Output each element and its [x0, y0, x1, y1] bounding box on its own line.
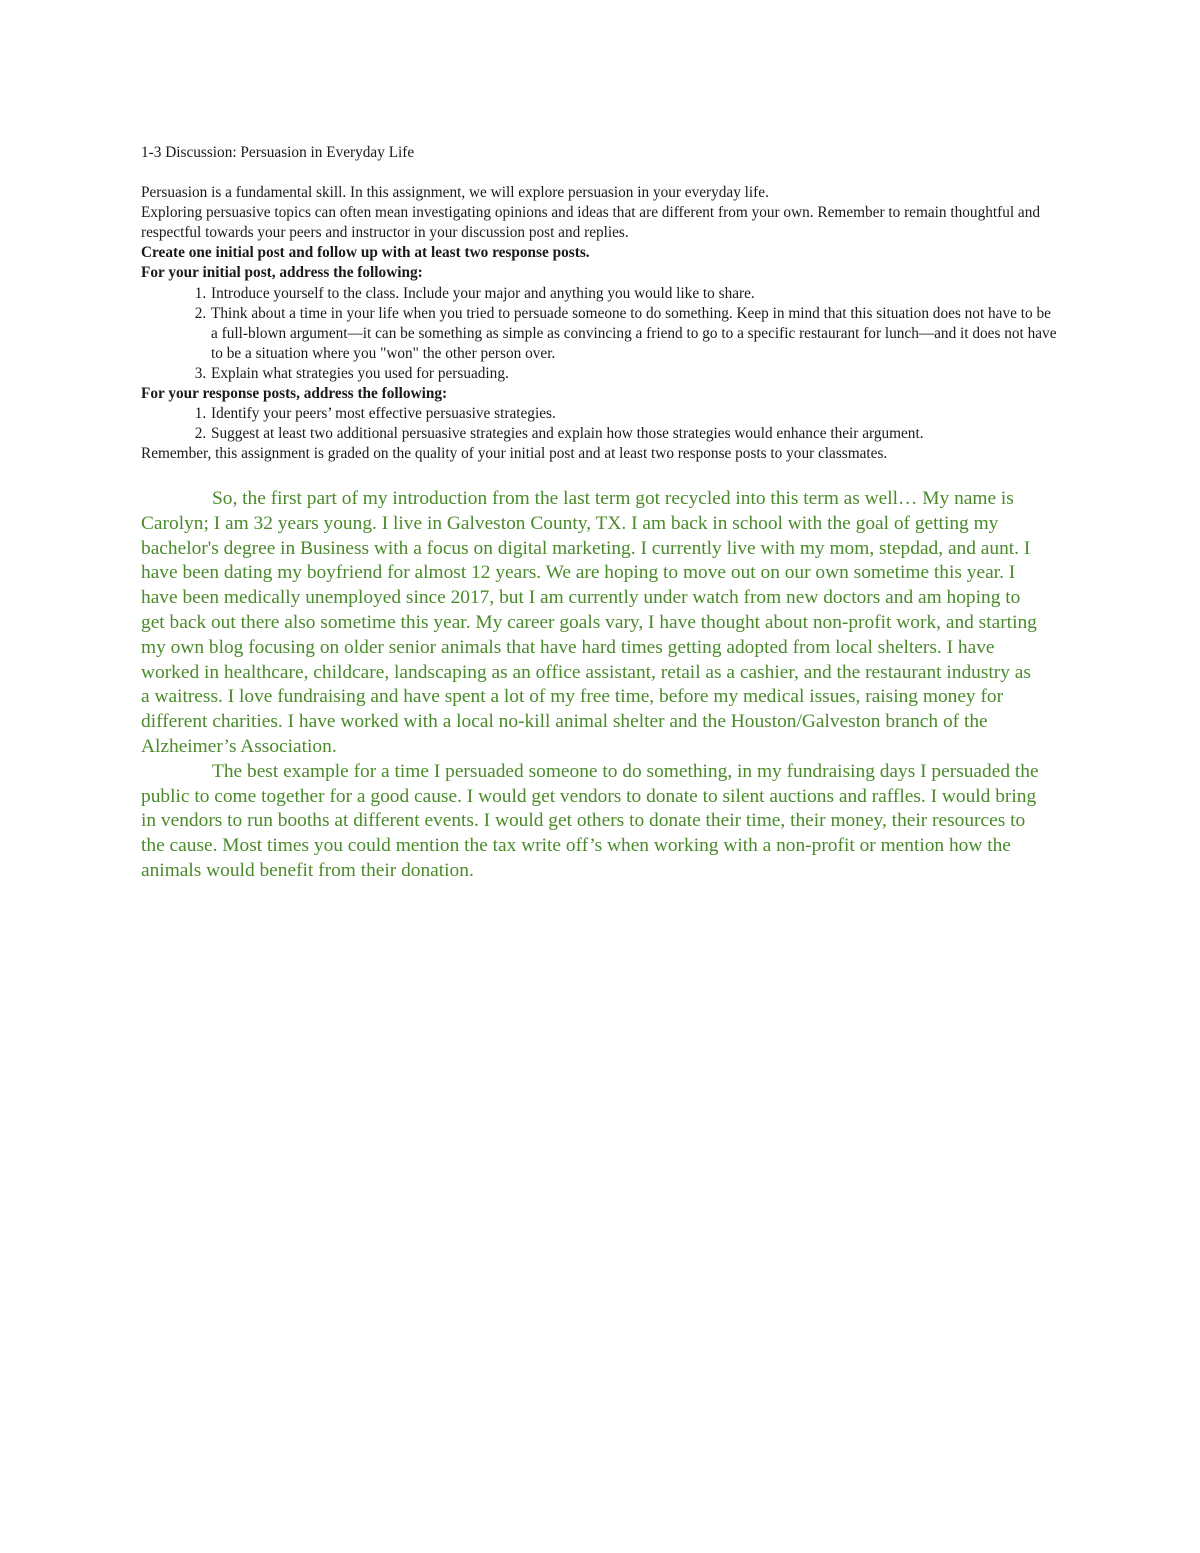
initial-post-list	[141, 284, 1061, 384]
list-item: 2. Suggest at least two additional persuasive strategies and explain how those strategies would enhance their argument.	[210, 424, 1061, 444]
assignment-prompt	[141, 143, 1061, 464]
list-item: 3. Explain what strategies you used for persuading.	[210, 364, 1061, 384]
response-posts-heading: For your response posts, address the following:	[141, 385, 448, 403]
list-item: 1. Identify your peers’ most effective persuasive strategies.	[210, 404, 1061, 424]
list-item: 1. Introduce yourself to the class. Include your major and anything you would like to share.	[210, 284, 1061, 304]
intro-paragraph-2: Exploring persuasive topics can often mean investigating opinions and ideas that are different from your own. Remember to remain thoughtful and respectful towards your peers and instructor in your discussion post and replies.	[141, 204, 1041, 242]
document-title: 1-3 Discussion: Persuasion in Everyday Life	[141, 144, 415, 161]
response-posts-list	[141, 404, 1061, 444]
grading-note: Remember, this assignment is graded on the quality of your initial post and at least two response posts to your classmates.	[141, 445, 888, 463]
list-item: 2. Think about a time in your life when you tried to persuade someone to do something. Keep in mind that this situation does not have to be a full-blown argument—it can be something as simple as convincing a friend to go to a specific restaurant for lunch—and it does not have to be a situation where you "won" the other person over.	[210, 304, 1061, 364]
initial-post-heading: For your initial post, address the following:	[141, 264, 423, 282]
student-response	[141, 487, 1041, 884]
response-paragraph-2: The best example for a time I persuaded someone to do something, in my fundraising days I persuaded the public to come together for a good cause. I would get vendors to donate to silent auctions and raffles. I would bring in vendors to run booths at different events. I would get others to donate their time, their money, their resources to the cause. Most times you could mention the tax write off’s when working with a non-profit or mention how the animals would benefit from their donation.	[141, 760, 1039, 881]
intro-paragraph-1: Persuasion is a fundamental skill. In this assignment, we will explore persuasion in your everyday life.	[141, 184, 769, 202]
instruction-bold: Create one initial post and follow up with at least two response posts.	[141, 244, 590, 262]
response-paragraph-1: So, the first part of my introduction from the last term got recycled into this term as well… My name is Carolyn; I am 32 years young. I live in Galveston County, TX. I am back in school with the goal of getting my bachelor's degree in Business with a focus on digital marketing. I currently live with my mom, stepdad, and aunt. I have been dating my boyfriend for almost 12 years. We are hoping to move out on our own sometime this year. I have been medically unemployed since 2017, but I am currently under watch from new doctors and am hoping to get back out there also sometime this year. My career goals vary, I have thought about non-profit work, and starting my own blog focusing on older senior animals that have hard times getting adopted from local shelters. I have worked in healthcare, childcare, landscaping as an office assistant, retail as a cashier, and the restaurant industry as a waitress. I love fundraising and have spent a lot of my free time, before my medical issues, raising money for different charities. I have worked with a local no-kill animal shelter and the Houston/Galveston branch of the Alzheimer’s Association.	[141, 488, 1037, 757]
